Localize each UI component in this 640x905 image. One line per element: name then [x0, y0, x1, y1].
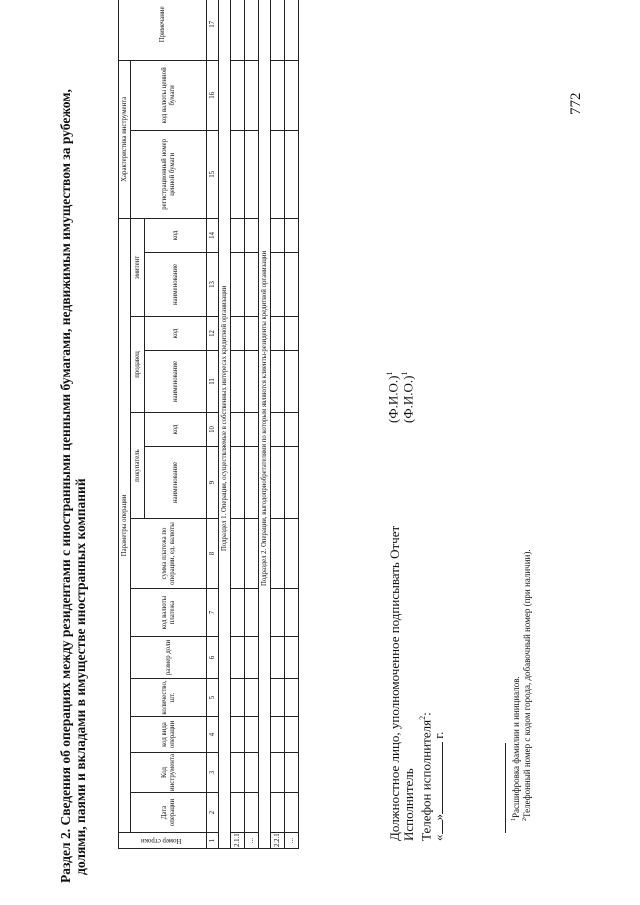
col-num: 10	[207, 413, 219, 447]
footnote-rule	[505, 743, 506, 833]
header-reg-number: регистрационный номер ценной бумаги	[131, 130, 207, 218]
section-title	[58, 83, 88, 883]
col-num: 7	[207, 589, 219, 637]
executor-label: Исполнитель	[401, 768, 416, 841]
header-seller: продавец	[131, 317, 145, 413]
header-quantity: количество, шт.	[131, 679, 207, 717]
col-num: 9	[207, 447, 219, 519]
section-title-line1: Раздел 2. Сведения об операциях между резидентами с иностранными ценными бумагами, недвижимым имуществом за рубежом,	[58, 89, 73, 883]
header-issuer: эмитент	[131, 218, 145, 316]
header-issuer-name: наименование	[145, 253, 207, 317]
header-seller-code: код	[145, 317, 207, 351]
col-num: 11	[207, 351, 219, 413]
header-share-size: размер доли	[131, 637, 207, 679]
fio-official: $(Ф.И.О.)^1$	[385, 371, 401, 423]
table-row	[231, 0, 245, 849]
header-date: Дата операции	[131, 793, 207, 833]
col-num: 1	[207, 833, 219, 849]
row-number-cell: 2.1.1	[231, 833, 245, 849]
column-numbers-row	[207, 0, 219, 849]
col-num: 17	[207, 0, 219, 60]
col-num: 2	[207, 793, 219, 833]
col-num: 15	[207, 130, 219, 218]
subsection-1-row: Подраздел 1. Операции, осуществляемые в собственных интересах кредитной организации	[219, 0, 231, 849]
col-num: 12	[207, 317, 219, 351]
date-line: «» г.	[431, 731, 446, 841]
col-num: 14	[207, 218, 219, 252]
footnote-1: $^1$Расшифровка фамилии и инициалов.	[511, 676, 521, 821]
phone-label: Телефон исполнителя$^2$:	[418, 712, 434, 841]
col-num: 8	[207, 519, 219, 589]
row-number-cell: ...	[285, 833, 299, 849]
section-title-line2: долями, паями и вкладами в имуществе иностранных компаний	[73, 478, 88, 875]
subsection-2-row: Подраздел 2. Операции, выгодоприобретателями по которым являются клиенты-резиденты кредитной организации	[259, 0, 271, 849]
header-issuer-code: код	[145, 218, 207, 252]
col-num: 4	[207, 717, 219, 753]
official-label: Должностное лицо, уполномоченное подписывать Отчет	[387, 525, 402, 841]
header-buyer: покупатель	[131, 413, 145, 519]
col-num: 13	[207, 253, 219, 317]
header-note: Примечание	[119, 0, 207, 60]
header-instrument-code: Код инструмента	[131, 753, 207, 793]
page-number: 772	[568, 92, 584, 115]
col-num: 6	[207, 637, 219, 679]
operations-table	[118, 0, 299, 849]
row-number-cell: ...	[245, 833, 259, 849]
header-payment-sum: сумма платежа по операции, ед. валюты	[131, 519, 207, 589]
footnote-2: $^2$Телефонный номер с кодом города, добавочный номер (при наличии).	[522, 549, 532, 821]
fio-executor: $(Ф.И.О.)^1$	[400, 371, 416, 423]
header-seller-name: наименование	[145, 351, 207, 413]
header-buyer-name: наименование	[145, 447, 207, 519]
col-num: 5	[207, 679, 219, 717]
table-row	[271, 0, 285, 849]
row-number-cell: 2.2.1	[271, 833, 285, 849]
header-payment-currency: код валюты платежа	[131, 589, 207, 637]
table-row	[245, 0, 259, 849]
col-num: 16	[207, 60, 219, 130]
header-instrument-char: Характеристика инструмента	[119, 60, 131, 218]
header-operation-params: Параметры операции	[119, 218, 131, 832]
col-num: 3	[207, 753, 219, 793]
header-security-currency: код валюты ценной бумаги	[131, 60, 207, 130]
header-buyer-code: код	[145, 413, 207, 447]
header-operation-kind: код вида операции	[131, 717, 207, 753]
header-row-number: Номер строки	[119, 833, 207, 849]
table-row	[285, 0, 299, 849]
